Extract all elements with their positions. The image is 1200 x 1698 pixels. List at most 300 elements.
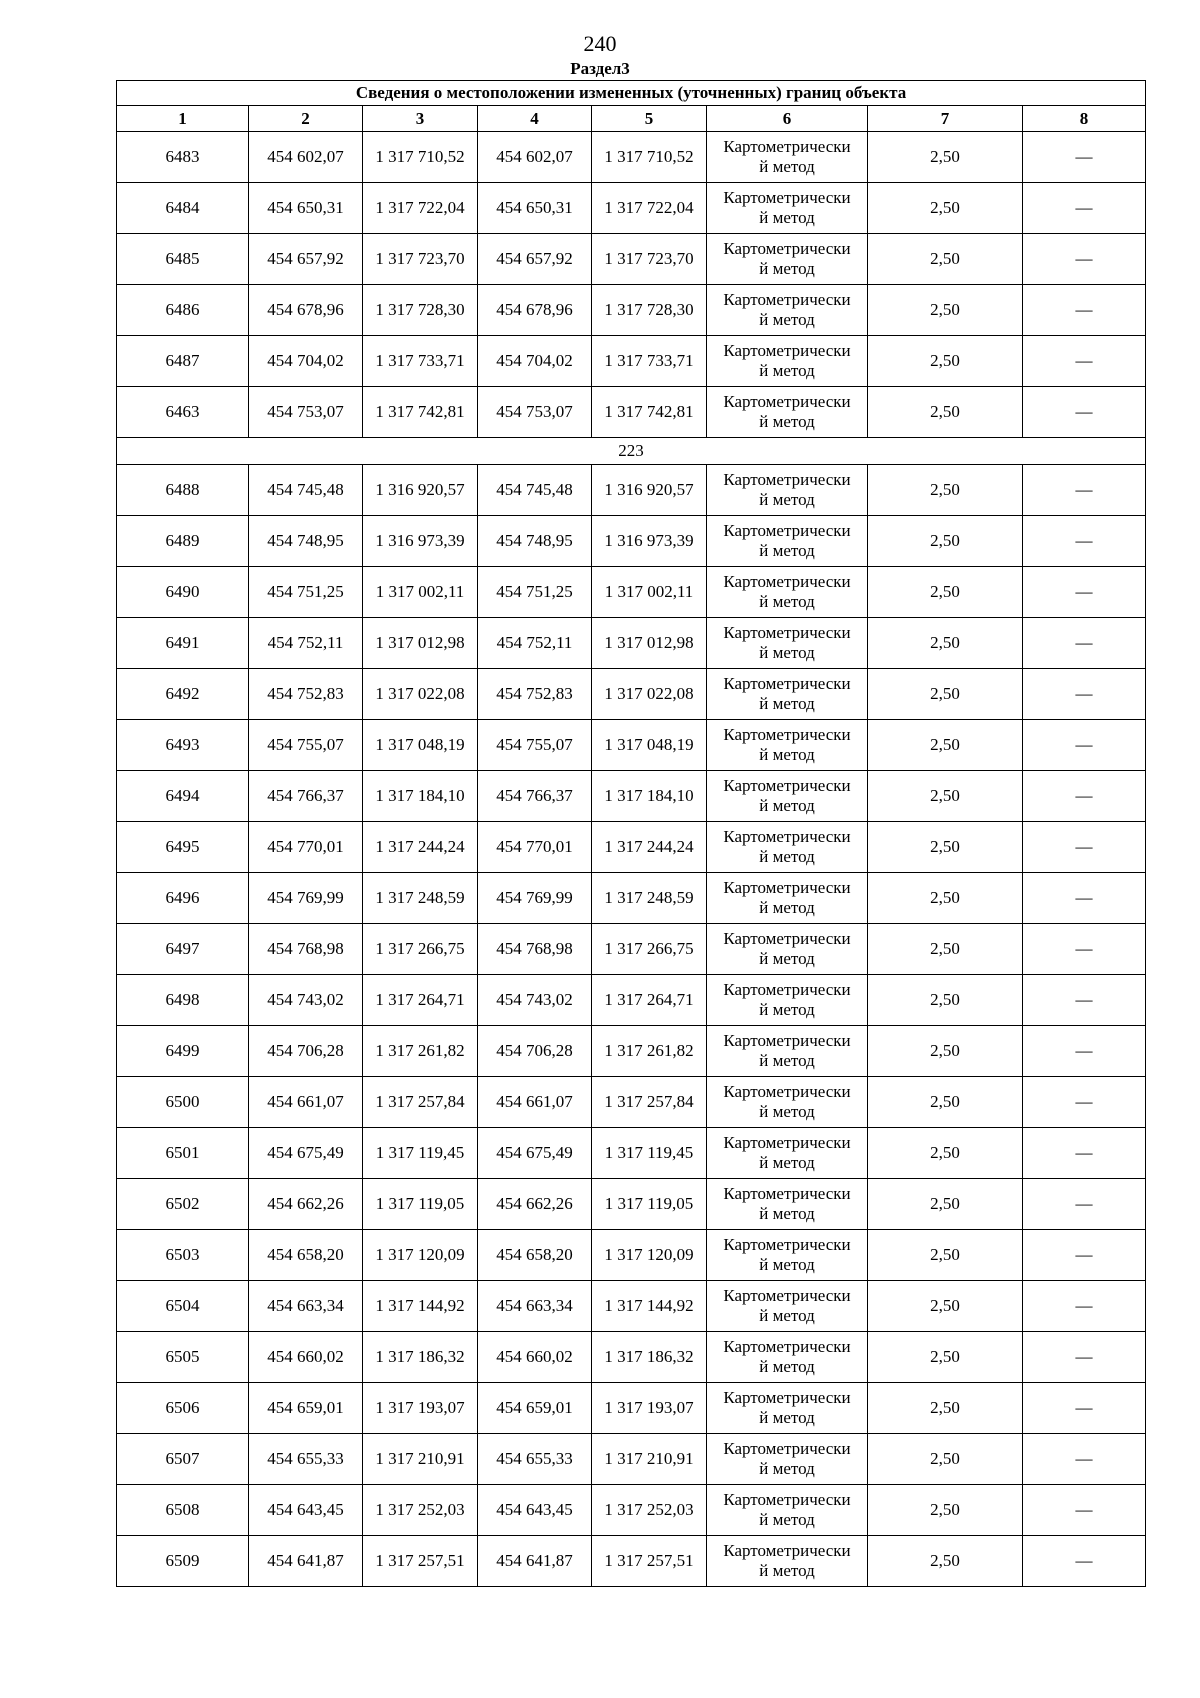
table-cell: 1 317 257,51	[363, 1536, 478, 1587]
method-cell	[707, 183, 868, 234]
method-line: й метод	[759, 1255, 815, 1274]
table-cell: 2,50	[868, 285, 1023, 336]
method-line: й метод	[759, 1510, 815, 1529]
method-line: й метод	[759, 412, 815, 431]
table-cell: 1 317 119,45	[592, 1128, 707, 1179]
method-cell	[707, 618, 868, 669]
table-cell: 2,50	[868, 924, 1023, 975]
table-cell: 2,50	[868, 1434, 1023, 1485]
table-row	[117, 234, 1146, 285]
table-cell: 454 650,31	[478, 183, 592, 234]
table-cell: 2,50	[868, 1281, 1023, 1332]
table-cell: —	[1023, 183, 1146, 234]
table-cell: —	[1023, 771, 1146, 822]
table-cell: 6487	[117, 336, 249, 387]
table-cell: 1 317 193,07	[363, 1383, 478, 1434]
table-cell: 1 317 144,92	[592, 1281, 707, 1332]
table-cell: 454 661,07	[478, 1077, 592, 1128]
table-cell: 2,50	[868, 1230, 1023, 1281]
method-cell	[707, 1077, 868, 1128]
table-cell: 454 659,01	[478, 1383, 592, 1434]
section-title: Раздел3	[570, 59, 630, 78]
table-cell: 1 317 257,84	[363, 1077, 478, 1128]
table-cell: 454 766,37	[478, 771, 592, 822]
table-row	[117, 1128, 1146, 1179]
table-cell: 454 753,07	[249, 387, 363, 438]
method-cell	[707, 873, 868, 924]
method-line: Картометрически	[723, 980, 851, 999]
table-cell: 454 661,07	[249, 1077, 363, 1128]
table-cell: 454 675,49	[478, 1128, 592, 1179]
column-header: 2	[249, 106, 363, 132]
table-cell: 1 317 244,24	[592, 822, 707, 873]
table-cell: 1 317 210,91	[363, 1434, 478, 1485]
method-cell	[707, 1179, 868, 1230]
method-cell	[707, 1026, 868, 1077]
table-cell: 1 317 012,98	[592, 618, 707, 669]
table-cell: 6493	[117, 720, 249, 771]
method-line: й метод	[759, 592, 815, 611]
table-cell: 1 317 728,30	[592, 285, 707, 336]
table-cell: 2,50	[868, 1077, 1023, 1128]
method-cell	[707, 669, 868, 720]
method-line: Картометрически	[723, 1439, 851, 1458]
table-cell: —	[1023, 1230, 1146, 1281]
table-cell: 454 706,28	[249, 1026, 363, 1077]
method-line: Картометрически	[723, 1490, 851, 1509]
table-cell: —	[1023, 873, 1146, 924]
table-cell: 1 317 119,05	[592, 1179, 707, 1230]
table-cell: 454 743,02	[249, 975, 363, 1026]
table-row	[117, 1230, 1146, 1281]
table-cell: 1 317 022,08	[363, 669, 478, 720]
table-cell: 454 768,98	[249, 924, 363, 975]
table-cell: 454 704,02	[478, 336, 592, 387]
method-line: Картометрически	[723, 470, 851, 489]
table-cell: 2,50	[868, 1536, 1023, 1587]
table-caption: Сведения о местоположении измененных (уточненных) границ объекта	[117, 81, 1146, 106]
table-cell: 454 658,20	[478, 1230, 592, 1281]
table-cell: 1 317 193,07	[592, 1383, 707, 1434]
table-cell: 454 641,87	[478, 1536, 592, 1587]
method-line: й метод	[759, 157, 815, 176]
table-row	[117, 924, 1146, 975]
method-cell	[707, 285, 868, 336]
table-cell: 454 663,34	[249, 1281, 363, 1332]
table-cell: 2,50	[868, 234, 1023, 285]
table-cell: 6502	[117, 1179, 249, 1230]
method-line: Картометрически	[723, 929, 851, 948]
table-cell: —	[1023, 1281, 1146, 1332]
table-cell: 454 769,99	[478, 873, 592, 924]
table-cell: 6463	[117, 387, 249, 438]
table-cell: 6489	[117, 516, 249, 567]
table-cell: —	[1023, 567, 1146, 618]
table-cell: 2,50	[868, 387, 1023, 438]
method-cell	[707, 234, 868, 285]
table-row	[117, 1179, 1146, 1230]
table-cell: 454 678,96	[478, 285, 592, 336]
method-cell	[707, 387, 868, 438]
table-cell: 6491	[117, 618, 249, 669]
method-line: й метод	[759, 1408, 815, 1427]
table-cell: —	[1023, 1485, 1146, 1536]
table-cell: 2,50	[868, 336, 1023, 387]
method-line: Картометрически	[723, 623, 851, 642]
table-cell: 1 317 252,03	[592, 1485, 707, 1536]
table-cell: 454 770,01	[249, 822, 363, 873]
table-cell: 1 316 973,39	[592, 516, 707, 567]
method-cell	[707, 1230, 868, 1281]
method-line: Картометрически	[723, 290, 851, 309]
table-cell: 1 317 261,82	[592, 1026, 707, 1077]
table-cell: 1 317 257,84	[592, 1077, 707, 1128]
method-line: Картометрически	[723, 1337, 851, 1356]
table-cell: 1 317 742,81	[592, 387, 707, 438]
table-cell: 1 317 119,45	[363, 1128, 478, 1179]
table-cell: —	[1023, 618, 1146, 669]
table-cell: 1 317 710,52	[363, 132, 478, 183]
column-header: 7	[868, 106, 1023, 132]
table-cell: —	[1023, 975, 1146, 1026]
method-line: Картометрически	[723, 239, 851, 258]
method-line: й метод	[759, 694, 815, 713]
table-cell: 1 317 264,71	[363, 975, 478, 1026]
method-cell	[707, 132, 868, 183]
table-cell: 454 755,07	[478, 720, 592, 771]
table-cell: 1 317 210,91	[592, 1434, 707, 1485]
method-line: й метод	[759, 796, 815, 815]
table-row	[117, 132, 1146, 183]
table-cell: 454 643,45	[249, 1485, 363, 1536]
method-line: й метод	[759, 1102, 815, 1121]
table-cell: 454 678,96	[249, 285, 363, 336]
table-cell: 2,50	[868, 1026, 1023, 1077]
column-header: 3	[363, 106, 478, 132]
table-cell: 6503	[117, 1230, 249, 1281]
table-cell: 454 602,07	[478, 132, 592, 183]
coordinates-table	[116, 80, 1146, 1587]
method-line: й метод	[759, 1204, 815, 1223]
table-cell: —	[1023, 387, 1146, 438]
table-cell: 2,50	[868, 1179, 1023, 1230]
table-cell: 454 753,07	[478, 387, 592, 438]
table-row	[117, 336, 1146, 387]
table-cell: 1 316 920,57	[592, 465, 707, 516]
table-cell: 1 317 261,82	[363, 1026, 478, 1077]
table-cell: 6506	[117, 1383, 249, 1434]
method-line: Картометрически	[723, 137, 851, 156]
table-cell: 2,50	[868, 132, 1023, 183]
table-cell: —	[1023, 1077, 1146, 1128]
table-cell: 2,50	[868, 567, 1023, 618]
table-cell: —	[1023, 1179, 1146, 1230]
column-header: 8	[1023, 106, 1146, 132]
table-row	[117, 183, 1146, 234]
page-number: 240	[583, 31, 617, 56]
table-cell: 454 657,92	[249, 234, 363, 285]
table-cell: 1 317 264,71	[592, 975, 707, 1026]
table-cell: 6507	[117, 1434, 249, 1485]
table-row	[117, 618, 1146, 669]
table-cell: 1 317 722,04	[363, 183, 478, 234]
table-cell: 454 748,95	[478, 516, 592, 567]
method-line: й метод	[759, 1357, 815, 1376]
table-cell: 2,50	[868, 618, 1023, 669]
method-cell	[707, 567, 868, 618]
method-cell	[707, 516, 868, 567]
method-cell	[707, 1281, 868, 1332]
method-line: Картометрически	[723, 1286, 851, 1305]
table-cell: 454 752,83	[249, 669, 363, 720]
method-line: й метод	[759, 1153, 815, 1172]
table-body	[117, 132, 1146, 1587]
table-cell: 454 675,49	[249, 1128, 363, 1179]
method-cell	[707, 975, 868, 1026]
table-cell: 2,50	[868, 873, 1023, 924]
table-cell: —	[1023, 822, 1146, 873]
table-cell: 454 655,33	[478, 1434, 592, 1485]
table-cell: 1 317 733,71	[592, 336, 707, 387]
table-row	[117, 771, 1146, 822]
table-cell: —	[1023, 1434, 1146, 1485]
table-cell: 1 317 048,19	[592, 720, 707, 771]
method-line: Картометрически	[723, 725, 851, 744]
table-cell: 454 768,98	[478, 924, 592, 975]
table-cell: 454 660,02	[249, 1332, 363, 1383]
table-cell: 1 316 973,39	[363, 516, 478, 567]
column-header: 5	[592, 106, 707, 132]
table-row	[117, 1485, 1146, 1536]
method-cell	[707, 924, 868, 975]
table-row	[117, 873, 1146, 924]
column-header: 4	[478, 106, 592, 132]
table-cell: 6499	[117, 1026, 249, 1077]
method-cell	[707, 720, 868, 771]
table-cell: 2,50	[868, 1332, 1023, 1383]
table-cell: 6508	[117, 1485, 249, 1536]
table-row	[117, 285, 1146, 336]
table-cell: —	[1023, 1332, 1146, 1383]
method-cell	[707, 822, 868, 873]
table-cell: 1 317 733,71	[363, 336, 478, 387]
method-line: Картометрически	[723, 1133, 851, 1152]
table-cell: 6501	[117, 1128, 249, 1179]
table-cell: 1 317 048,19	[363, 720, 478, 771]
method-line: й метод	[759, 208, 815, 227]
group-label: 223	[117, 438, 1146, 465]
table-cell: 6500	[117, 1077, 249, 1128]
method-line: й метод	[759, 1561, 815, 1580]
table-cell: 1 317 120,09	[363, 1230, 478, 1281]
table-cell: —	[1023, 234, 1146, 285]
method-line: Картометрически	[723, 1388, 851, 1407]
table-cell: 6492	[117, 669, 249, 720]
table-cell: 454 748,95	[249, 516, 363, 567]
method-cell	[707, 1434, 868, 1485]
table-cell: 6483	[117, 132, 249, 183]
method-line: й метод	[759, 1000, 815, 1019]
table-cell: 454 658,20	[249, 1230, 363, 1281]
table-cell: —	[1023, 336, 1146, 387]
table-cell: 1 317 248,59	[363, 873, 478, 924]
table-cell: 454 751,25	[249, 567, 363, 618]
method-line: й метод	[759, 847, 815, 866]
table-cell: 6498	[117, 975, 249, 1026]
table-caption-row	[117, 81, 1146, 106]
table-row	[117, 822, 1146, 873]
table-cell: 6504	[117, 1281, 249, 1332]
table-cell: 2,50	[868, 516, 1023, 567]
method-line: Картометрически	[723, 341, 851, 360]
table-cell: 1 317 728,30	[363, 285, 478, 336]
table-cell: 454 745,48	[478, 465, 592, 516]
table-cell: 1 317 186,32	[363, 1332, 478, 1383]
method-cell	[707, 1332, 868, 1383]
method-line: Картометрически	[723, 827, 851, 846]
table-cell: 6495	[117, 822, 249, 873]
table-cell: 1 317 022,08	[592, 669, 707, 720]
table-cell: 2,50	[868, 1485, 1023, 1536]
table-row	[117, 387, 1146, 438]
method-line: Картометрически	[723, 1235, 851, 1254]
method-line: й метод	[759, 898, 815, 917]
table-cell: 6486	[117, 285, 249, 336]
table-cell: —	[1023, 465, 1146, 516]
table-cell: 454 770,01	[478, 822, 592, 873]
table-cell: 454 602,07	[249, 132, 363, 183]
column-header: 1	[117, 106, 249, 132]
method-line: й метод	[759, 1459, 815, 1478]
method-line: й метод	[759, 949, 815, 968]
method-cell	[707, 1383, 868, 1434]
method-cell	[707, 771, 868, 822]
method-cell	[707, 1128, 868, 1179]
table-cell: 1 317 120,09	[592, 1230, 707, 1281]
table-row	[117, 1332, 1146, 1383]
table-row	[117, 1077, 1146, 1128]
table-cell: 454 752,11	[478, 618, 592, 669]
method-line: Картометрически	[723, 878, 851, 897]
table-cell: 2,50	[868, 771, 1023, 822]
table-cell: 1 317 723,70	[363, 234, 478, 285]
table-cell: 1 317 710,52	[592, 132, 707, 183]
method-line: Картометрически	[723, 674, 851, 693]
table-cell: 2,50	[868, 669, 1023, 720]
table-cell: —	[1023, 720, 1146, 771]
table-cell: 454 660,02	[478, 1332, 592, 1383]
table-cell: 454 706,28	[478, 1026, 592, 1077]
table-cell: 454 769,99	[249, 873, 363, 924]
table-row	[117, 516, 1146, 567]
table-row	[117, 1536, 1146, 1587]
table-cell: 6497	[117, 924, 249, 975]
table-cell: 1 317 002,11	[592, 567, 707, 618]
method-line: Картометрически	[723, 1541, 851, 1560]
method-cell	[707, 1485, 868, 1536]
table-row	[117, 720, 1146, 771]
table-cell: 1 317 723,70	[592, 234, 707, 285]
table-cell: 1 316 920,57	[363, 465, 478, 516]
method-line: й метод	[759, 643, 815, 662]
method-line: й метод	[759, 1051, 815, 1070]
table-cell: 1 317 144,92	[363, 1281, 478, 1332]
table-cell: 1 317 722,04	[592, 183, 707, 234]
method-line: й метод	[759, 1306, 815, 1325]
table-cell: 454 657,92	[478, 234, 592, 285]
table-cell: 6494	[117, 771, 249, 822]
method-line: Картометрически	[723, 392, 851, 411]
table-cell: 454 745,48	[249, 465, 363, 516]
table-cell: 454 643,45	[478, 1485, 592, 1536]
table-cell: 6505	[117, 1332, 249, 1383]
table-cell: 6485	[117, 234, 249, 285]
table-cell: 6509	[117, 1536, 249, 1587]
table-cell: 6488	[117, 465, 249, 516]
table-cell: 454 650,31	[249, 183, 363, 234]
table-cell: —	[1023, 1536, 1146, 1587]
table-cell: 1 317 244,24	[363, 822, 478, 873]
method-line: й метод	[759, 259, 815, 278]
column-header-row	[117, 106, 1146, 132]
table-cell: —	[1023, 1128, 1146, 1179]
table-cell: 454 663,34	[478, 1281, 592, 1332]
method-line: Картометрически	[723, 188, 851, 207]
table-cell: 2,50	[868, 183, 1023, 234]
table-cell: —	[1023, 1026, 1146, 1077]
table-row	[117, 1434, 1146, 1485]
table-cell: —	[1023, 132, 1146, 183]
table-cell: —	[1023, 516, 1146, 567]
table-row	[117, 1281, 1146, 1332]
table-cell: 2,50	[868, 1128, 1023, 1179]
table-cell: 454 766,37	[249, 771, 363, 822]
table-cell: 1 317 257,51	[592, 1536, 707, 1587]
table-cell: —	[1023, 924, 1146, 975]
table-cell: —	[1023, 1383, 1146, 1434]
table-cell: 454 662,26	[249, 1179, 363, 1230]
table-row	[117, 1026, 1146, 1077]
method-line: й метод	[759, 541, 815, 560]
table-cell: 2,50	[868, 975, 1023, 1026]
table-cell: 1 317 012,98	[363, 618, 478, 669]
table-cell: 454 659,01	[249, 1383, 363, 1434]
group-row	[117, 438, 1146, 465]
method-cell	[707, 336, 868, 387]
method-line: Картометрически	[723, 1082, 851, 1101]
table-row	[117, 465, 1146, 516]
table-cell: 454 752,11	[249, 618, 363, 669]
method-line: Картометрически	[723, 521, 851, 540]
table-cell: 1 317 186,32	[592, 1332, 707, 1383]
table-cell: 1 317 252,03	[363, 1485, 478, 1536]
table-cell: 454 755,07	[249, 720, 363, 771]
table-cell: 454 704,02	[249, 336, 363, 387]
table-cell: 2,50	[868, 720, 1023, 771]
method-line: й метод	[759, 745, 815, 764]
table-row	[117, 975, 1146, 1026]
table-cell: 454 752,83	[478, 669, 592, 720]
method-cell	[707, 1536, 868, 1587]
column-header: 6	[707, 106, 868, 132]
method-line: Картометрически	[723, 572, 851, 591]
method-cell	[707, 465, 868, 516]
table-cell: 2,50	[868, 465, 1023, 516]
table-cell: 1 317 266,75	[592, 924, 707, 975]
method-line: й метод	[759, 490, 815, 509]
table-cell: 454 662,26	[478, 1179, 592, 1230]
table-cell: 1 317 184,10	[592, 771, 707, 822]
